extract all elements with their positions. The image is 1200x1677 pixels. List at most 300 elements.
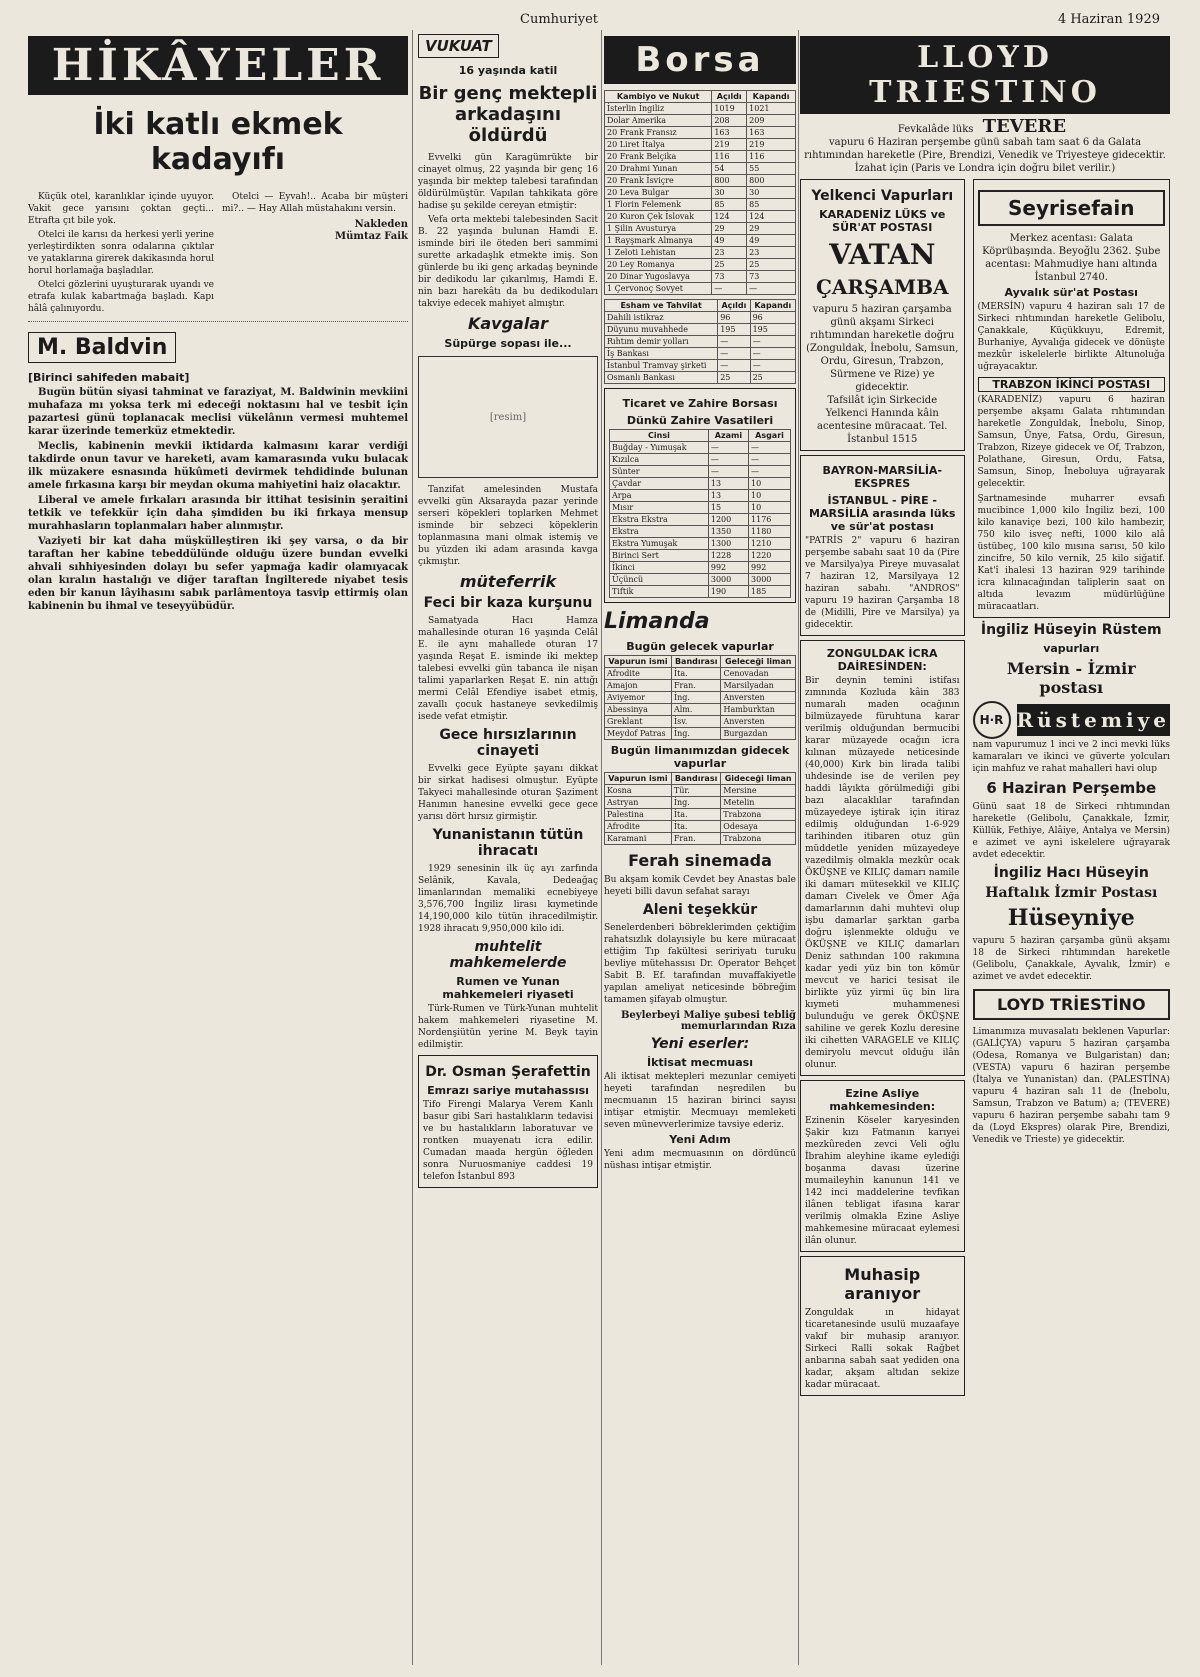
table-cell: Greklant — [605, 716, 672, 728]
lloyd-ship: TEVERE — [982, 116, 1067, 137]
table-cell: — — [749, 466, 791, 478]
table-cell: Sünter — [610, 466, 709, 478]
table-cell: İng. — [671, 728, 721, 740]
table-cell: Trabzona — [721, 809, 796, 821]
table-cell: 49 — [712, 235, 747, 247]
illustration-image — [418, 356, 598, 478]
table-row — [610, 586, 791, 598]
table-row — [605, 372, 796, 384]
section-title-hikayeler: HİKÂYELER — [28, 36, 408, 95]
ferah-title: Ferah sinemada — [628, 851, 772, 870]
tutun-paragraph: 1929 senesinin ilk üç ayı zarfında Selânik, Kavala, Dedeağaç limanlarından memaliki ecnebiyeye 3,576,700 İngiliz lirası kıymetinde 14,190,000 kilo tütün ihracedilmiştir. 1928 ihracatı 9,950,000 kilo idi. — [418, 864, 598, 934]
table-cell: Trabzona — [721, 833, 796, 845]
table-cell: — — [750, 360, 795, 372]
rustemiye-text: nam vapurumuz 1 inci ve 2 inci mevki lüks kamaraları ve ikinci ve güverte yolcuları için mahfuz ve rahat mahalleri havi olup — [972, 740, 1170, 774]
table-cell: Dahili istikraz — [605, 312, 718, 324]
muhtelit-subtitle: Rumen ve Yunan mahkemeleri riyaseti — [442, 975, 574, 1001]
table-cell: 25 — [712, 259, 747, 271]
section-vukuat: VUKUAT — [418, 34, 499, 58]
table-cell: Metelin — [721, 797, 796, 809]
table-cell: İsterlin İngiliz — [605, 103, 712, 115]
kaza-body — [418, 615, 598, 723]
baldwin-paragraph: Liberal ve amele fırkaları arasında bir ittihat tesisinin şeraitini tetkik ve tefekkür için daha şimdiden bu iki fırkaya mensup murahhasların toplanmaları haber alınmıştır. — [28, 495, 408, 532]
table-cell: 25 — [747, 259, 796, 271]
table-cell: 1176 — [749, 514, 791, 526]
yeni-eserler-text: Ali iktisat mektepleri mezunlar cemiyeti heyeti tarafından neşredilen bu mecmuanın 15 haziran birinci sayısı intişar etmiştir. Mecmuayı memleketi seven münevverlerimize tavsiye ederiz. — [604, 1072, 796, 1130]
table-cell: İng. — [671, 692, 721, 704]
table-row — [605, 259, 796, 271]
seyrisefain-title: Seyrisefain — [978, 190, 1166, 226]
table-header-cell: Kambiyo ve Nukut — [605, 91, 712, 103]
table-cell: 85 — [712, 199, 747, 211]
yelkenci-tel: Tafsilât için Sirkecide Yelkenci Hanında kâin acentesine müracaat. Tel. İstanbul 1515 — [817, 395, 948, 445]
table-row — [605, 175, 796, 187]
ayvalik-text: (MERSİN) vapuru 4 haziran salı 17 de Sirkeci rıhtımından hareketle Gelibolu, Çanakkale, Küçükkuyu, Edremit, Burhaniye, Ayvalığa gidecek ve dönüşte mezkûr iskelelerle birlikte Altunoluğa uğrayacaktır. — [977, 302, 1165, 372]
column-rule — [412, 30, 413, 1665]
table-cell: Osmanlı Bankası — [605, 372, 718, 384]
table-row — [605, 223, 796, 235]
table-cell: Astryan — [605, 797, 672, 809]
table-cell: İta. — [671, 809, 720, 821]
lloyd-title: LLOYD TRIESTINO — [800, 36, 1170, 114]
table-cell: Palestina — [605, 809, 672, 821]
kavgalar-paragraph: Tanzifat amelesinden Mustafa evvelki gün Aksarayda pazar yerinde serseri köpekleri toplarken Mehmet isminde bir sebzeci köpeklerin toplanmasına mani olmak istemiş ve bu yüzden iki adam arasında kavga çıkmıştır. — [418, 485, 598, 567]
table-cell: 3000 — [749, 574, 791, 586]
table-row — [610, 490, 791, 502]
aleni-signature: Beylerbeyi Maliye şubesi tebliğ memurlarından Rıza — [620, 1010, 796, 1032]
table-cell: Karamani — [605, 833, 672, 845]
table-cell: 195 — [750, 324, 795, 336]
vukuat-subhead: 16 yaşında katil — [458, 64, 558, 77]
table-cell: 25 — [750, 372, 795, 384]
haziran6-title: 6 Haziran Perşembe — [986, 779, 1157, 797]
table-cell: — — [708, 442, 748, 454]
story-paragraph: Otelci — Eyvah!.. Acaba bir müşteri mi?.. — Hay Allah müstahakını versin. — [222, 192, 408, 214]
table-row — [605, 103, 796, 115]
table-cell: Afrodite — [605, 668, 672, 680]
table-header-cell: Kapandı — [750, 300, 795, 312]
table-cell: İstanbul Tramvay şirketi — [605, 360, 718, 372]
doctor-ad — [418, 1055, 598, 1188]
table-row — [605, 312, 796, 324]
table-cell: İng. — [671, 797, 720, 809]
table-row — [610, 550, 791, 562]
table-row — [605, 127, 796, 139]
table-header-cell: Asgari — [749, 430, 791, 442]
table-cell: 20 Leva Bulgar — [605, 187, 712, 199]
story-paragraph: Küçük otel, karanlıklar içinde uyuyor. Vakit gece yarısını çoktan geçti... Etrafta çıt bile yok. — [28, 192, 214, 226]
table-row — [605, 139, 796, 151]
table-cell: 208 — [712, 115, 747, 127]
vukuat-paragraph: Evvelki gün Karagümrükte bir cinayet olmuş, 22 yaşında bir genç 16 yaşında bir mektep talebesi tarafından öldürülmüştür. Vapılan tahkikata göre hadise şu şekilde cereyan etmiştir: — [418, 153, 598, 211]
table-row — [605, 271, 796, 283]
table-row — [605, 809, 796, 821]
table-cell: 116 — [747, 151, 796, 163]
table-cell: 163 — [712, 127, 747, 139]
table-cell: 54 — [712, 163, 747, 175]
yeni-eserler-subtitle: İktisat mecmuası — [647, 1056, 753, 1069]
table-cell: 1180 — [749, 526, 791, 538]
tahvilat-table — [604, 299, 796, 384]
table-cell: Alm. — [671, 704, 721, 716]
lloyd-ad — [800, 116, 1170, 175]
table-cell: 23 — [747, 247, 796, 259]
baldwin-subtitle: [Birinci sahifeden mabait] — [28, 371, 190, 384]
table-header-cell: Azami — [708, 430, 748, 442]
signature-prefix: Nakleden — [354, 219, 408, 230]
seyrisefain-text: Merkez acentası: Galata Köprübaşında. Beyoğlu 2362. Şube acentası: Mahmudiye hanı altında İstanbul 2740. — [982, 233, 1161, 283]
yelkenci-subtitle: KARADENİZ LÜKS ve SÜR'AT POSTASI — [819, 208, 946, 234]
table-cell: 124 — [747, 211, 796, 223]
table-cell: Burgazdan — [721, 728, 796, 740]
table-cell: 29 — [712, 223, 747, 235]
lloyd2-text: Limanımıza muvasalatı beklenen Vapurlar: (GALİÇYA) vapuru 5 haziran çarşamba (Odesa, Romanya ve Bulgaristan) dan; (VESTA) vapuru 6 haziran perşembe (İtalya ve Yunanistan) dan. (PALESTİNA) vapuru 4 haziran salı 11 de (İnebolu, Samsun, Trabzon ve Batum) a; (TEVERE) vapuru 6 haziran perşembe sabahı tam 9 da (Loyd Ekspres) olarak Pire, Brendizi, Venedik ve Trieste) ye gidecektir. — [972, 1027, 1170, 1145]
table-cell: Ekstra — [610, 526, 709, 538]
carsamba-label: ÇARŞAMBA — [815, 275, 949, 299]
table-cell: — — [708, 466, 748, 478]
yelkenci-title: Yelkenci Vapurları — [811, 188, 954, 204]
doctor-name: Dr. Osman Şerafettin — [425, 1064, 591, 1080]
table-row — [605, 163, 796, 175]
ayvalik-title: Ayvalık sür'at Postası — [1004, 286, 1138, 299]
table-cell: 1 Çervonoç Sovyet — [605, 283, 712, 295]
kaza-paragraph: Samatyada Hacı Hamza mahallesinde oturan 16 yaşında Celâl E. ile aynı mahallede oturan 17 yaşında Reşat E. isminde iki mektep talebesi evvelki gün tabanca ile nişan talimi yaparlarken Reşat E. nin attığı mermi Celâl Efendiye isabet etmiş, zavallı çocuk hastaneye sevkedilmiş isede vefat etmiştir. — [418, 616, 598, 722]
zonguldak-text: Bir deynin temini istifası zımnında Kozluda kâin 383 numaralı maden ocağının bilmüzayede füruhtuna karar verilmiş olduğundan bermucibi karar müzayede ocağın icra kılınan müzayede neticesinde (40,000) Kırk bin lirada talibi uhdesinde ise de verilen pey haddi lâyıkta görülmediği gibi bazı alacaklılar tarafından müzayedeye iştirak için itiraz edilmiş olduğundan 1-6-929 tarihinden itibaren otuz gün müddetle yeniden müzayedeye vazedilmiş olmakla mezkûr ocak ÖKÜŞNE ve KILIÇ damarı namile iki damarı mütesekkil ve KILIÇ damarı Civelek ve Ömer Ağa damarlarının dahi muhtevi olup işbu damarlar şarktan garba doğru işlenmekte olduğu ve ÖKÜŞNE ve KILIÇ damarları Deniz sathından 100 rakımına kadar yedi yüz bin ton kömür mevcut ve harici tesisat ile birlikte yüz yirmi üç bin lira kıymeti muhammenesi bulunduğu ve gerek ÖKÜŞNE sahiline ve gerek Kozlu deresine iki cihetten VARAGELE ve KILIÇ demiryolu mevcut olduğu ilân olunur. — [805, 676, 960, 1070]
table-cell: 190 — [708, 586, 748, 598]
table-row — [605, 187, 796, 199]
table-header-cell: Esham ve Tahvilat — [605, 300, 718, 312]
table-cell: 20 Ley Romanya — [605, 259, 712, 271]
doctor-specialty: Emrazı sariye mutahassısı — [427, 1084, 589, 1097]
table-cell: 1021 — [747, 103, 796, 115]
bayron-text: "PATRİS 2" vapuru 6 haziran perşembe sabahı saat 10 da (Pire ve Marsilya)ya Pireye muvasalat 7 haziran 12, Marsilyaya 12 haziran sabahı. "ANDROS" vapuru 19 haziran Çarşamba 18 de (Midilli, Pire ve Marsilya) ya gidecektir. — [805, 536, 960, 630]
table-cell: Amajon — [605, 680, 672, 692]
table-cell: Anversten — [721, 692, 796, 704]
table-cell: Mısır — [610, 502, 709, 514]
table-cell: 20 Frank İsviçre — [605, 175, 712, 187]
table-row — [605, 716, 796, 728]
table-cell: 1 Şilin Avusturya — [605, 223, 712, 235]
muhtelit-title: muhtelit mahkemelerde — [449, 939, 567, 971]
table-cell: 30 — [747, 187, 796, 199]
illustration-label: [resim] — [489, 411, 527, 423]
ticaret-title: Ticaret ve Zahire Borsası — [622, 397, 778, 410]
muhasip-title: Muhasip aranıyor — [844, 1265, 921, 1303]
lloyd2-title: LOYD TRİESTİNO — [973, 989, 1171, 1020]
haftalik-title: Haftalık İzmir Postası — [985, 885, 1158, 901]
kavgalar-title: Kavgalar — [467, 314, 549, 333]
table-cell: 29 — [747, 223, 796, 235]
table-cell: 20 Frank Fransız — [605, 127, 712, 139]
table-cell: Çavdar — [610, 478, 709, 490]
table-cell: 96 — [718, 312, 750, 324]
gelecek-title: Bugün gelecek vapurlar — [626, 640, 774, 653]
mersin-izmir: Mersin - İzmir postası — [1006, 659, 1136, 697]
table-cell: 800 — [747, 175, 796, 187]
table-cell: Düyunu muvahhede — [605, 324, 718, 336]
table-cell: 73 — [747, 271, 796, 283]
flag-emblem-icon: H·R — [973, 701, 1011, 739]
ezine-title: Ezine Asliye mahkemesinden: — [829, 1087, 936, 1113]
table-row — [605, 821, 796, 833]
table-row — [605, 680, 796, 692]
ticaret-table — [609, 429, 791, 598]
table-row — [610, 478, 791, 490]
table-cell: Anversten — [721, 716, 796, 728]
table-cell: 10 — [749, 502, 791, 514]
column-markets — [604, 30, 796, 1665]
table-row — [605, 348, 796, 360]
masthead — [30, 6, 1170, 28]
doctor-text: Tifo Firengi Malarya Verem Kanlı basur gibi Sari hastalıkların tedavisi ve bu hastalıkların laboratuvar ve rontken muayenatı icra edilir. Cumadan maada hergün öğleden sonra Nuruosmaniye caddesi 19 telefon İstanbul 893 — [423, 1100, 593, 1182]
muteferrik-title: müteferrik — [459, 572, 557, 591]
table-cell: Ekstra Yumuşak — [610, 538, 709, 550]
table-cell: 219 — [712, 139, 747, 151]
table-row — [605, 115, 796, 127]
table-row — [605, 785, 796, 797]
table-cell: 13 — [708, 478, 748, 490]
column-rule — [601, 30, 602, 1665]
table-cell: Üçüncü — [610, 574, 709, 586]
yelkenci-text: vapuru 5 haziran çarşamba günü akşamı Sirkeci rıhtımından hareketle doğru (Zonguldak, İnebolu, Samsun, Ordu, Giresun, Trabzon, Sürmene ve Rize) ye gidecektir. — [806, 304, 959, 393]
ticaret-subtitle: Dünkü Zahire Vasatileri — [626, 414, 774, 427]
baldwin-paragraph: Vaziyeti bir kat daha müşkülleştiren iki şey varsa, o da bir taraftan her kabine tebeddülünde olduğu üzere bundan evvelki ahvali sıhhiyesinden dolayı bu sefer yapmağa kadir olamıyacak olan kıralın hastalığı ve diğer taraftan İngilterede niyabet tesis eden bir kanun lâyihasını sabık parlâmentoya tasvip ettirmiş olan kabinenin bu ihmal ve teseyyübüdür. — [28, 536, 408, 612]
gelecek-table — [604, 655, 796, 740]
table-cell: 195 — [718, 324, 750, 336]
table-cell: 3000 — [708, 574, 748, 586]
table-cell: — — [750, 348, 795, 360]
column-news — [418, 30, 598, 1665]
table-cell: Dolar Amerika — [605, 115, 712, 127]
table-cell: Meydof Patras — [605, 728, 672, 740]
table-cell: Afrodite — [605, 821, 672, 833]
table-cell: 73 — [712, 271, 747, 283]
table-cell: Fran. — [671, 833, 720, 845]
table-cell: 25 — [718, 372, 750, 384]
table-cell: 49 — [747, 235, 796, 247]
gidecek-table — [604, 772, 796, 845]
table-row — [605, 668, 796, 680]
ads-left — [800, 175, 965, 1400]
table-row — [605, 360, 796, 372]
table-cell: 116 — [712, 151, 747, 163]
muhtelit-paragraph: Türk-Rumen ve Türk-Yunan muhtelit hakem mahkemeleri riyasetine M. Nordenşiütün yerine M. Beyk tayin edilmiştir. — [418, 1004, 598, 1050]
ezine-text: Ezinenin Köseler karyesinden Şakir kızı Fatmanın karıyei mezkûreden zevci Veli oğlu İbrahim aleyhine ikame eylediği boşanma davası üzerine mumaileyhin kanunun 141 ve 142 inci maddelerine tevfikan ilânen tebligat ifasına karar verilmiş olmakla Ezine Asliye mahkemesine müracaat eylemesi ilân olunur. — [805, 1116, 960, 1246]
table-cell: Tür. — [671, 785, 720, 797]
table-row — [605, 199, 796, 211]
table-row — [605, 797, 796, 809]
husey-title: İngiliz Hüseyin Rüstem — [980, 622, 1162, 638]
rustemiye-name: Rüstemiye — [1017, 704, 1171, 736]
table-header-cell: Gideceği liman — [721, 773, 796, 785]
table-header-cell: Açıldı — [718, 300, 750, 312]
bayron-subtitle: İSTANBUL - PİRE - MARSİLİA arasında lüks ve sür'at postası — [809, 494, 956, 533]
vukuat-paragraph: Vefa orta mektebi talebesinden Sacit B. 22 yaşında bulunan Hamdi E. isminde biri ile öteden beri sammimi surette arkadaşlık etmekte imiş. Son günlerde bu iki genç arkadaş beyninde bir dedikodu lar çıkarılmış, Hamdi E. nin bazı harekâtı da bu dedikoduları takviye edecek mahiyet almıştır. — [418, 215, 598, 309]
table-cell: 1220 — [749, 550, 791, 562]
vatan-name: VATAN — [829, 238, 936, 271]
table-cell: 15 — [708, 502, 748, 514]
table-cell: Kızılca — [610, 454, 709, 466]
table-cell: Kosna — [605, 785, 672, 797]
story-body — [28, 191, 408, 317]
table-row — [605, 704, 796, 716]
table-row — [610, 574, 791, 586]
table-cell: 1 Rayşmark Almanya — [605, 235, 712, 247]
muhtelit-body — [418, 1003, 598, 1051]
table-cell: 124 — [712, 211, 747, 223]
gece-paragraph: Evvelki gece Eyüpte şayanı dikkat bir sirkat hadisesi olmuştur. Eyüpte Takyeci mahallesinde oturan Şaziment Hanımın hanesine evvelki gece gece yarısı dört hırsız girmiştir. — [418, 764, 598, 822]
lloyd-luks: Fevkalâde lüks — [897, 124, 974, 135]
table-row — [610, 454, 791, 466]
table-header-cell: Açıldı — [712, 91, 747, 103]
rustemiye-row — [973, 701, 1171, 739]
muhasip-text: Zonguldak ın hidayat ticaretanesinde usulü muzaafaye vakıf bir muhasip aranıyor. Sirkeci Ralli sokak Rağbet anbarına sabah saat yediden ona kadar, akşam altıdan sekize kadar müracaat. — [805, 1308, 960, 1390]
lloyd-text: vapuru 6 Haziran perşembe günü sabah tam saat 6 da Galata rıhtımından hareketle (Pire, Brendizi, Venedik ve Triyesteye gidecektir. İzahat için (Paris ve Londra için doğru bilet verilir.) — [804, 137, 1166, 174]
table-header-cell: Geleceği liman — [721, 656, 796, 668]
table-cell: — — [747, 283, 796, 295]
table-cell: Cenovadan — [721, 668, 796, 680]
table-cell: — — [712, 283, 747, 295]
baldwin-body — [28, 386, 408, 613]
table-cell: 96 — [750, 312, 795, 324]
table-cell: 20 Dinar Yugoslavya — [605, 271, 712, 283]
table-row — [605, 336, 796, 348]
haci-title: İngiliz Hacı Hüseyin — [993, 865, 1149, 881]
table-cell: Arpa — [610, 490, 709, 502]
table-cell: 10 — [749, 478, 791, 490]
huseyniye-text: vapuru 5 haziran çarşamba günü akşamı 18 de Sirkeci rıhtımından hareketle (Gelibolu, Çanakkale, Ayvalık, İzmir) e azimet ve avdet edecektir. — [972, 936, 1170, 982]
table-cell: Marsilyadan — [721, 680, 796, 692]
table-cell: 1200 — [708, 514, 748, 526]
table-row — [605, 324, 796, 336]
table-row — [610, 538, 791, 550]
signature-name: Mümtaz Faik — [335, 231, 408, 242]
table-cell: 20 Frank Belçika — [605, 151, 712, 163]
bayron-title: BAYRON-MARSİLİA-EKSPRES — [822, 464, 943, 490]
table-cell: 1300 — [708, 538, 748, 550]
tutun-body — [418, 863, 598, 935]
table-cell: Odesaya — [721, 821, 796, 833]
table-cell: Abessinya — [605, 704, 672, 716]
table-row — [605, 692, 796, 704]
table-header-cell: Vapurun ismi — [605, 773, 672, 785]
aleni-text: Senelerdenberi böbreklerimden çektiğim rahatsızlık dolayısiyle bu kere müracaat ettiğim Tıp fakültesi seririyatı turuku bevliye mütehassısı Dr. Operator Behçet Sabit B. Ef. tarafından muvaffakiyetle yapılan ameliyat neticesinde böbreğim tamamen şifayab olmuştur. — [604, 923, 796, 1005]
table-row — [610, 526, 791, 538]
ferah-text: Bu akşam komik Cevdet bey Anastas bale heyeti billi davun sefahat sarayı — [604, 875, 796, 897]
column-rule — [798, 30, 799, 1665]
divider — [28, 321, 408, 322]
ezine-ad — [800, 1080, 965, 1252]
table-cell: — — [750, 336, 795, 348]
table-header-cell: Cinsi — [610, 430, 709, 442]
table-cell: Birinci Sert — [610, 550, 709, 562]
table-cell: Aviyemor — [605, 692, 672, 704]
baldwin-paragraph: Bugün bütün siyasi tahminat ve faraziyat, M. Baldwinin mevkiini muhafaza mı yoksa terk mi edeceği noktasını hal ve tesbit için pazartesi günü toplanacak meclisi vükelânın vermesi muhtemel karar üzerinde temerküz etmektedir. — [28, 387, 408, 437]
table-cell: 1350 — [708, 526, 748, 538]
table-cell: İta. — [671, 821, 720, 833]
gece-title: Gece hırsızlarının cinayeti — [439, 727, 577, 759]
sartname-text: Şartnamesinde muharrer evsafı mucibince 1,000 kilo İngiliz bezi, 100 kilo kanaviçe bezi, 100 kilo hambezir, 750 kilo isveç nefti, 1000 kilo alâ üstübeç, 100 kilo mısına sarısı, 50 kilo zincifre, 50 kilo vernik, 25 kilo siğatif. Kat'î ihalesi 13 haziran 929 tarihinde icra kılınacağından taliplerin saat on altıda levazım müdürlüğüne müracaatları. — [977, 494, 1165, 612]
table-cell: Ekstra Ekstra — [610, 514, 709, 526]
table-cell: 20 Drahmi Yunan — [605, 163, 712, 175]
table-cell: 992 — [708, 562, 748, 574]
table-cell: 20 Kuron Çek İslovak — [605, 211, 712, 223]
table-row — [610, 466, 791, 478]
table-cell: Buğday - Yumuşak — [610, 442, 709, 454]
table-cell: 85 — [747, 199, 796, 211]
table-header-cell: Vapurun ismi — [605, 656, 672, 668]
trabzon-title: TRABZON İKİNCİ POSTASI — [978, 377, 1166, 392]
table-row — [605, 728, 796, 740]
table-row — [610, 442, 791, 454]
table-cell: — — [749, 454, 791, 466]
table-cell: İş Bankası — [605, 348, 718, 360]
table-cell: 992 — [749, 562, 791, 574]
table-cell: 1 Florin Felemenk — [605, 199, 712, 211]
huseyniye-name: Hüseyniye — [1007, 905, 1135, 931]
table-row — [605, 247, 796, 259]
table-cell: 1 Zeloti Lehistan — [605, 247, 712, 259]
borsa-title: Borsa — [604, 36, 796, 84]
table-row — [605, 833, 796, 845]
kaza-title: Feci bir kaza kurşunu — [423, 595, 593, 611]
table-cell: 163 — [747, 127, 796, 139]
seyrisefain-ad — [973, 179, 1171, 618]
kavgalar-body — [418, 484, 598, 568]
table-cell: Tiftik — [610, 586, 709, 598]
table-cell: 1210 — [749, 538, 791, 550]
table-cell: 1228 — [708, 550, 748, 562]
bayron-ad — [800, 455, 965, 636]
kavgalar-subtitle: Süpürge sopası ile... — [444, 337, 572, 350]
table-cell: 23 — [712, 247, 747, 259]
table-cell: İsv. — [671, 716, 721, 728]
table-cell: 55 — [747, 163, 796, 175]
table-cell: — — [718, 336, 750, 348]
column-stories — [28, 30, 408, 1665]
table-row — [605, 151, 796, 163]
table-cell: — — [718, 360, 750, 372]
yeni-adim-title: Yeni Adım — [669, 1133, 731, 1146]
tutun-title: Yunanistanın tütün ihracatı — [432, 827, 584, 859]
table-cell: 219 — [747, 139, 796, 151]
table-row — [610, 502, 791, 514]
issue-date: 4 Haziran 1929 — [1057, 12, 1160, 27]
table-header-cell: Bandırası — [671, 773, 720, 785]
table-cell: 10 — [749, 490, 791, 502]
paper-name: Cumhuriyet — [520, 12, 599, 27]
yelkenci-ad — [800, 179, 965, 451]
story-signature — [222, 219, 408, 243]
nukut-table — [604, 90, 796, 295]
table-cell: Mersine — [721, 785, 796, 797]
table-header-cell: Kapandı — [747, 91, 796, 103]
table-cell: Rıhtım demir yolları — [605, 336, 718, 348]
yeni-adim-text: Yeni adım mecmuasının on dördüncü nüshası intişar etmiştir. — [604, 1149, 796, 1171]
vukuat-body — [418, 152, 598, 310]
baldwin-title: M. Baldvin — [28, 332, 176, 363]
table-cell: 30 — [712, 187, 747, 199]
table-cell: İta. — [671, 668, 721, 680]
zonguldak-title: ZONGULDAK İCRA DAİRESİNDEN: — [826, 647, 938, 673]
ads-right — [973, 175, 1171, 1400]
aleni-title: Aleni teşekkür — [642, 902, 758, 918]
gidecek-title: Bugün limanımızdan gidecek vapurlar — [610, 744, 790, 770]
table-cell: 20 Liret İtalya — [605, 139, 712, 151]
table-cell: İkinci — [610, 562, 709, 574]
table-cell: — — [749, 442, 791, 454]
muhasip-ad — [800, 1256, 965, 1396]
